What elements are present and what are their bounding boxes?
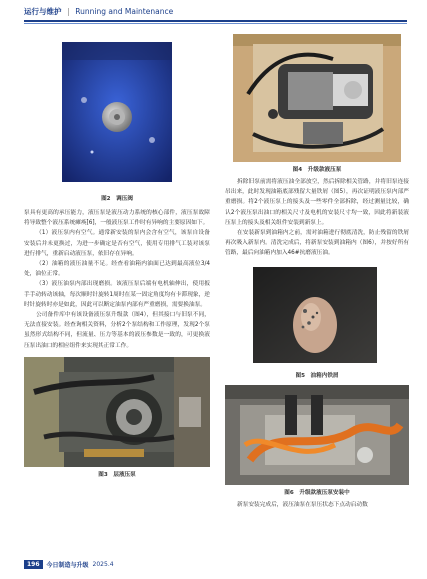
figure-2-caption: 图2 调压阀 (101, 196, 133, 202)
left-column (24, 32, 210, 482)
section-title-zh: 运行与维护 (24, 7, 62, 16)
figure-4-caption: 图4 升级款液压泵 (292, 167, 342, 173)
page-header (0, 0, 427, 30)
right-paragraph-1: 拆除旧泵前需将液压油全部放空，然后拆除相关管路，并将旧泵连接吊出来，此时发现油箱底部残留大量铁屑（图5），再次证明液压泵内部严重磨损。将2个液压泵上的接头及一些零件全部拆除，经过测量比较，确认2个液压泵出油口的相关尺寸及电机的安装尺寸均一致，因此将新装液压泵上的接头及相关组件安装到新泵上。 (225, 179, 409, 226)
left-paragraph-1: （1）液压泵内有空气。通常新安装的泵内会含有空气，该泵自设备安装后并未更换过，为进一步确定是否有空气，使用专用排气工装对该泵进行排气，重新启动液压泵，依旧存在异响。 (24, 230, 210, 257)
left-paragraph-4: 公司备件库中有该设备液压泵升级款（图4），但其接口与旧泵不同，无法直接安装。经查询相关资料，分析2个泵结构和工作原理，发现2个泵虽然形式结构不同，但流量、压力等基本的液压参数是一致的，可更换液压泵出油口的相应组件来实现其正常工作。 (24, 312, 210, 349)
header-section-title (24, 6, 173, 17)
figure-4-photo (233, 34, 401, 162)
figure-5-caption: 图5 油箱内铁屑 (295, 372, 339, 379)
figure-3-photo (24, 357, 210, 467)
left-paragraph-2: （2）油箱的液压油量不足。经查看油箱内油面已达到最高液位3/4处，油位正常。 (24, 261, 210, 278)
journal-name: 今日制造与升级 (46, 561, 89, 569)
journal-issue: 2025.4 (92, 560, 114, 568)
figure-6-caption: 图6 升级款液压泵安装中 (284, 489, 350, 496)
header-separator: | (67, 7, 70, 16)
left-paragraph-3: （3）液压油泵内部出现磨损。该液压泵后端有电机轴伸出，使用扳手手动转动该轴，每次顺时针旋转1周时在某一固定角度均有卡滞现象，逆时针旋转时亦是如此，因此可以断定油泵内部有严重磨损，需要换油泵。 (24, 281, 210, 308)
figure-5-photo (253, 267, 377, 363)
figure-2-photo (62, 42, 172, 182)
figure-6-photo (225, 385, 409, 485)
right-column (225, 32, 409, 510)
figure-3-caption: 图3 层液压泵 (98, 471, 136, 478)
section-title-en: Running and Maintenance (75, 7, 174, 16)
header-rule (24, 20, 407, 22)
page-number: 196 (24, 560, 43, 569)
page-footer (24, 557, 114, 571)
right-paragraph-3: 新泵安装完成后，液压油泵在泵压状态下点动启动数 (237, 501, 368, 508)
header-rule-thin (24, 23, 407, 24)
right-paragraph-2: 在安装新泵到油箱内之前，需对油箱进行彻底清洗，防止残留的铁屑再次吸入新泵内。清洗完成后，将新泵安装到油箱内（图6），并按好所有管路，最后向油箱内加入46#抗磨液压油。 (225, 230, 409, 257)
left-paragraph-0: 泵具有更高的承压能力，液压泵是液压动力系统的核心部件，液压泵故障将导致整个液压系统瘫痪[6]，一般液压泵工作时有异响的主要原因如下。 (24, 210, 210, 227)
